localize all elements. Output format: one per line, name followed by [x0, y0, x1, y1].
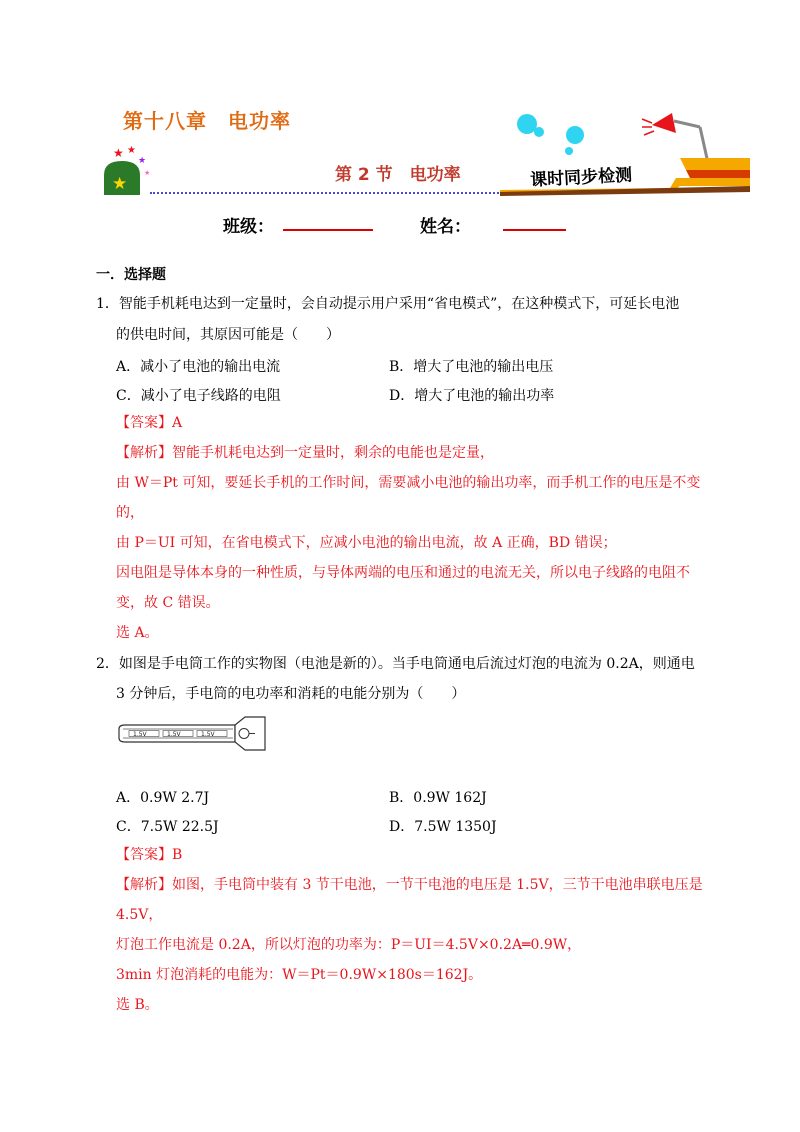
q2-option-d[interactable]: D．7.5W 1350J: [389, 819, 497, 835]
q1-option-d[interactable]: D．增大了电池的输出功率: [389, 388, 555, 404]
chapter-title: 第十八章 电功率: [123, 109, 291, 133]
svg-text:★: ★: [138, 156, 147, 166]
section-heading: 一．选择题: [96, 267, 166, 283]
q1-analysis-line: 由 P＝UI 可知，在省电模式下，应减小电池的输出电流，故 A 正确，BD 错误；: [116, 535, 617, 551]
flashlight-figure: [115, 712, 275, 752]
battery-label: 1.5V: [133, 731, 147, 738]
q2-option-b[interactable]: B．0.9W 162J: [389, 790, 487, 806]
name-input-line[interactable]: [503, 229, 566, 231]
q2-option-a[interactable]: A．0.9W 2.7J: [116, 790, 210, 806]
battery-label: 1.5V: [167, 731, 181, 738]
q2-stem-line1: 2．如图是手电筒工作的实物图（电池是新的）。当手电筒通电后流过灯泡的电流为 0.2A，则通电: [96, 656, 695, 672]
class-input-line[interactable]: [283, 229, 373, 231]
svg-text:★: ★: [144, 169, 151, 177]
tagline: 课时同步检测: [529, 165, 633, 191]
q1-answer: 【答案】A: [116, 415, 183, 431]
q1-stem-line2: 的供电时间，其原因可能是（ ）: [116, 327, 340, 343]
q1-conclusion: 选 A。: [116, 625, 159, 641]
svg-text:★: ★: [113, 146, 124, 160]
star-badge-icon: [100, 145, 155, 197]
q2-option-c[interactable]: C．7.5W 22.5J: [116, 819, 219, 835]
q2-analysis-line: 灯泡工作电流是 0.2A，所以灯泡的功率为：P＝UI＝4.5V×0.2A═0.9W，: [116, 937, 582, 953]
q1-option-a[interactable]: A．减小了电池的输出电流: [116, 359, 281, 375]
q1-option-c[interactable]: C．减小了电子线路的电阻: [116, 388, 281, 404]
q2-analysis-line: 3min 灯泡消耗的电能为：W＝Pt＝0.9W×180s＝162J。: [116, 967, 483, 983]
q1-analysis-line: 因电阻是导体本身的一种性质，与导体两端的电压和通过的电流无关，所以电子线路的电阻不: [116, 565, 690, 581]
header-divider: [150, 192, 550, 194]
class-label: 班级：: [223, 217, 274, 237]
q2-analysis-line: 4.5V，: [116, 907, 163, 923]
q1-analysis-line: 的，: [116, 505, 144, 521]
q2-analysis-line: 【解析】如图，手电筒中装有 3 节干电池，一节干电池的电压是 1.5V，三节干电池串联电压是: [116, 877, 703, 893]
svg-text:★: ★: [112, 174, 128, 194]
svg-text:★: ★: [127, 145, 136, 156]
q2-conclusion: 选 B。: [116, 997, 159, 1013]
q2-answer: 【答案】B: [116, 847, 183, 863]
battery-label: 1.5V: [201, 731, 215, 738]
q1-analysis-line: 变，故 C 错误。: [116, 595, 220, 611]
q1-analysis-line: 【解析】智能手机耗电达到一定量时，剩余的电能也是定量，: [116, 445, 494, 461]
q1-analysis-line: 由 W＝Pt 可知，要延长手机的工作时间，需要减小电池的输出功率，而手机工作的电压是不变: [116, 475, 701, 491]
section-title: 第 2 节 电功率: [335, 165, 461, 185]
q1-option-b[interactable]: B．增大了电池的输出电压: [389, 359, 554, 375]
name-label: 姓名：: [420, 217, 471, 237]
q1-stem-line1: 1．智能手机耗电达到一定量时，会自动提示用户采用“省电模式”，在这种模式下，可延长电池: [96, 296, 680, 312]
q2-stem-line2: 3 分钟后，手电筒的电功率和消耗的电能分别为（ ）: [116, 686, 466, 702]
